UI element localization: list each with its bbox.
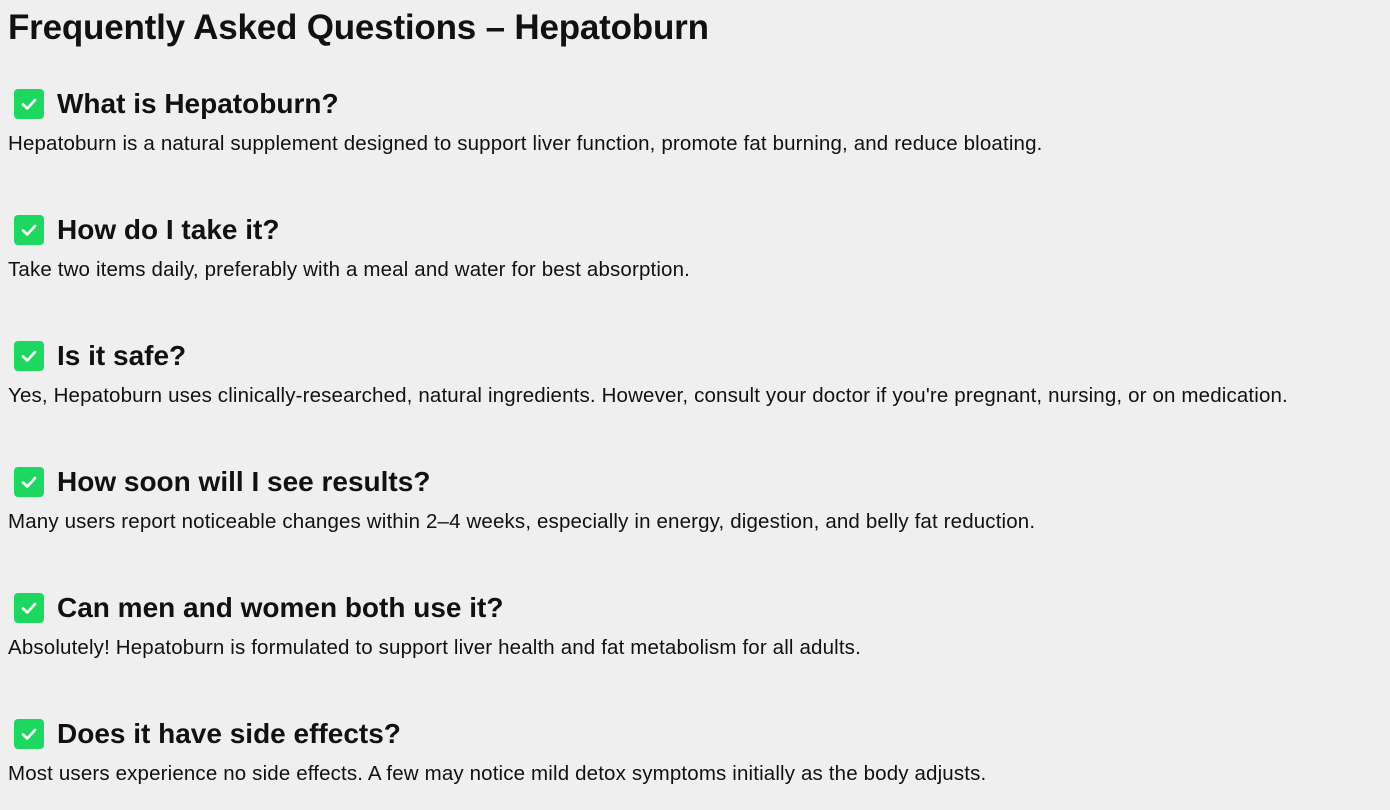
- faq-question: [8, 558, 1382, 624]
- check-mark-icon: [14, 341, 44, 371]
- check-mark-icon: [14, 467, 44, 497]
- page-title: Frequently Asked Questions – Hepatoburn: [8, 8, 709, 47]
- faq-item: [8, 306, 1382, 432]
- check-mark-icon: [14, 215, 44, 245]
- faq-item: [8, 180, 1382, 306]
- faq-question: [8, 684, 1382, 750]
- question-text: Does it have side effects?: [57, 718, 401, 749]
- faq-question: [8, 180, 1382, 246]
- faq-answer: Take two items daily, preferably with a meal and water for best absorption.: [8, 258, 690, 281]
- faq-question: [8, 432, 1382, 498]
- faq-question: [8, 54, 1382, 120]
- check-mark-icon: [14, 593, 44, 623]
- question-text: What is Hepatoburn?: [57, 88, 339, 119]
- faq-question: [8, 306, 1382, 372]
- question-text: Is it safe?: [57, 340, 187, 371]
- faq-answer: Most users experience no side effects. A few may notice mild detox symptoms initially as the body adjusts.: [8, 762, 987, 785]
- check-mark-icon: [14, 719, 44, 749]
- faq-answer: Absolutely! Hepatoburn is formulated to support liver health and fat metabolism for all adults.: [8, 636, 861, 659]
- faq-list: [8, 54, 1382, 810]
- faq-answer: Yes, Hepatoburn uses clinically-researched, natural ingredients. However, consult your doctor if you're pregnant, nursing, or on medication.: [8, 384, 1288, 407]
- faq-item: [8, 54, 1382, 180]
- faq-item: [8, 558, 1382, 684]
- check-mark-icon: [14, 89, 44, 119]
- question-text: How do I take it?: [57, 214, 280, 245]
- question-text: How soon will I see results?: [57, 466, 431, 497]
- faq-answer: Many users report noticeable changes within 2–4 weeks, especially in energy, digestion, and belly fat reduction.: [8, 510, 1036, 533]
- question-text: Can men and women both use it?: [57, 592, 504, 623]
- faq-item: [8, 684, 1382, 810]
- faq-answer: Hepatoburn is a natural supplement designed to support liver function, promote fat burning, and reduce bloating.: [8, 132, 1043, 155]
- faq-item: [8, 432, 1382, 558]
